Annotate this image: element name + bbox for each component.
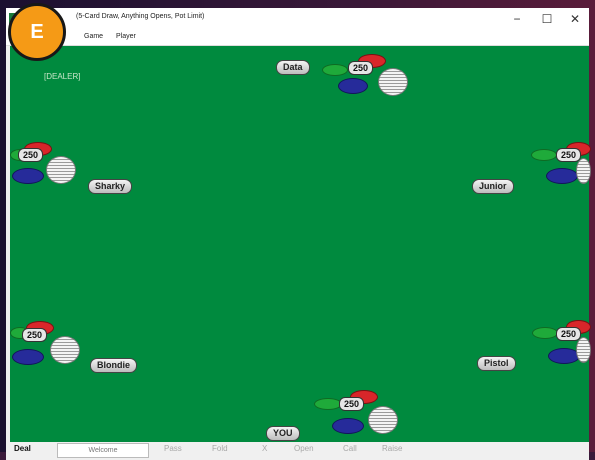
player-stack-blondie: 250 <box>22 328 47 342</box>
chip-stack-white <box>368 406 398 434</box>
player-name-data: Data <box>276 60 310 75</box>
chip-stack-blue <box>332 418 364 434</box>
chip-stack-blue <box>12 349 44 365</box>
poker-window <box>6 8 589 452</box>
x-button[interactable]: X <box>262 444 268 453</box>
minimize-button[interactable]: − <box>513 12 521 26</box>
chip-stack-green <box>322 64 348 76</box>
player-name-pistol: Pistol <box>477 356 516 371</box>
player-name-sharky: Sharky <box>88 179 132 194</box>
player-stack-sharky: 250 <box>18 148 43 162</box>
close-button[interactable]: ✕ <box>569 12 581 26</box>
player-name-you: YOU <box>266 426 300 441</box>
menu-bar <box>6 30 589 46</box>
player-name-junior: Junior <box>472 179 514 194</box>
chip-stack-white <box>50 336 80 364</box>
fold-button[interactable]: Fold <box>212 444 228 453</box>
action-bar <box>6 442 589 460</box>
chip-stack-white <box>378 68 408 96</box>
menu-player[interactable]: Player <box>116 33 136 40</box>
dealer-label: [DEALER] <box>44 72 81 81</box>
chip-stack-white <box>576 158 591 184</box>
player-stack-pistol: 250 <box>556 327 581 341</box>
chip-stack-green <box>314 398 342 410</box>
chip-stack-green <box>531 149 557 161</box>
call-button[interactable]: Call <box>343 444 357 453</box>
chip-stack-blue <box>12 168 44 184</box>
open-button[interactable]: Open <box>294 444 314 453</box>
player-stack-data: 250 <box>348 61 373 75</box>
status-field: Welcome <box>57 443 149 458</box>
deal-button[interactable]: Deal <box>14 444 31 453</box>
poker-table <box>10 46 589 442</box>
title-bar <box>6 8 589 30</box>
chip-stack-blue <box>338 78 368 94</box>
player-stack-you: 250 <box>339 397 364 411</box>
chip-stack-white <box>46 156 76 184</box>
player-stack-junior: 250 <box>556 148 581 162</box>
player-name-blondie: Blondie <box>90 358 137 373</box>
maximize-button[interactable]: ☐ <box>541 12 553 26</box>
menu-game[interactable]: Game <box>84 33 104 40</box>
chip-stack-green <box>532 327 558 339</box>
window-title: (5-Card Draw, Anything Opens, Pot Limit) <box>76 13 205 20</box>
e-badge: E <box>8 3 66 61</box>
chip-stack-white <box>576 337 591 363</box>
pass-button[interactable]: Pass <box>164 444 182 453</box>
chip-stack-blue <box>546 168 578 184</box>
raise-button[interactable]: Raise <box>382 444 403 453</box>
